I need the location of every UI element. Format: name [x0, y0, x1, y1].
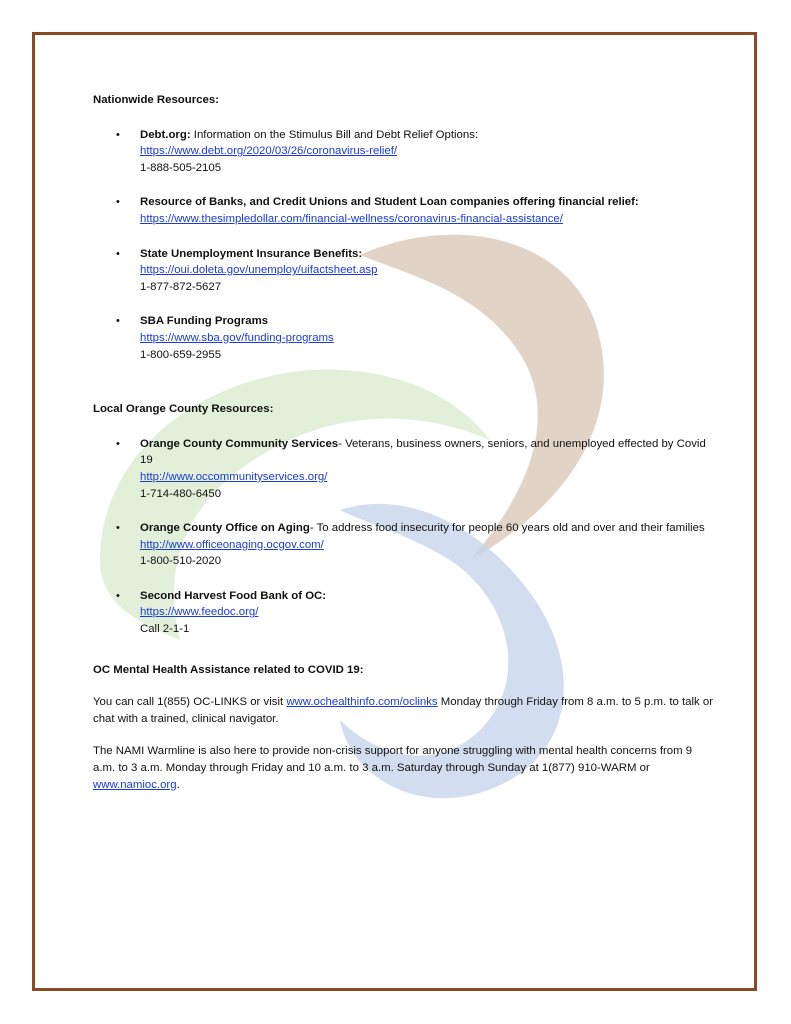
nationwide-list: [93, 127, 713, 364]
paragraph-text: Monday through Friday from 8 a.m. to 5 p.m. to talk or chat with a trained, clinical navigator.: [93, 696, 714, 725]
document-content: [93, 92, 713, 793]
nami-paragraph: [93, 743, 713, 793]
list-item: [93, 246, 713, 296]
paragraph-text: The NAMI Warmline is also here to provide non-crisis support for anyone struggling with mental health concerns from 9 a.m. to 3 a.m. Monday through Friday and 10 a.m. to 3 a.m. Saturday through Sunday at 1(877) 910-WARM or: [93, 745, 693, 775]
list-item: [93, 127, 713, 177]
list-item: [93, 520, 713, 570]
bullet-icon: •: [116, 128, 120, 141]
nationwide-heading: Nationwide Resources:: [93, 94, 219, 106]
resource-phone: 1-800-659-2955: [140, 348, 222, 361]
local-heading: Local Orange County Resources:: [93, 403, 274, 416]
resource-phone: 1-888-505-2105: [140, 161, 222, 174]
mental-health-heading: OC Mental Health Assistance related to COVID 19:: [93, 663, 364, 676]
resource-link[interactable]: https://www.feedoc.org/: [140, 606, 259, 619]
resource-link[interactable]: https://www.thesimpledollar.com/financial-wellness/coronavirus-financial-assistance/: [140, 212, 563, 225]
oclinks-paragraph: [93, 694, 713, 727]
resource-title: Orange County Office on Aging: [140, 522, 310, 535]
spacer: [93, 363, 713, 401]
resource-desc: Information on the Stimulus Bill and Debt Relief Options:: [190, 128, 479, 141]
paragraph-text: .: [176, 778, 180, 791]
resource-link[interactable]: http://www.officeonaging.ocgov.com/: [140, 538, 324, 551]
resource-phone: 1-877-872-5627: [140, 280, 222, 293]
list-item: [93, 588, 713, 638]
spacer: [93, 638, 713, 662]
resource-phone: Call 2-1-1: [140, 623, 190, 636]
resource-title: Orange County Community Services: [140, 437, 339, 450]
list-item: [93, 436, 713, 502]
local-list: [93, 436, 713, 638]
bullet-icon: •: [116, 589, 120, 602]
resource-title: State Unemployment Insurance Benefits:: [140, 247, 363, 260]
resource-desc: - Veterans, business owners, seniors, and unemployed effected by Covid 19: [140, 437, 706, 467]
list-item: [93, 194, 713, 227]
namioc-link[interactable]: www.namioc.org: [93, 778, 177, 791]
bullet-icon: •: [116, 315, 120, 328]
bullet-icon: •: [116, 196, 120, 209]
resource-phone: 1-714-480-6450: [140, 487, 222, 500]
bullet-icon: •: [116, 522, 120, 535]
resource-title: Resource of Banks, and Credit Unions and Student Loan companies offering financial relief:: [140, 196, 639, 209]
bullet-icon: •: [116, 437, 120, 450]
resource-phone: 1-800-510-2020: [140, 555, 222, 568]
resource-title: Debt.org:: [140, 128, 191, 141]
resource-link[interactable]: https://www.debt.org/2020/03/26/coronavirus-relief/: [140, 145, 398, 158]
resource-title: Second Harvest Food Bank of OC:: [140, 589, 327, 602]
resource-desc: - To address food insecurity for people 60 years old and over and their families: [309, 522, 705, 535]
resource-link[interactable]: http://www.occommunityservices.org/: [140, 470, 328, 483]
resource-title: SBA Funding Programs: [140, 315, 269, 328]
paragraph-text: You can call 1(855) OC-LINKS or visit: [93, 696, 287, 709]
bullet-icon: •: [116, 247, 120, 260]
resource-link[interactable]: https://www.sba.gov/funding-programs: [140, 331, 334, 344]
list-item: [93, 313, 713, 363]
oclinks-link[interactable]: www.ochealthinfo.com/oclinks: [286, 696, 438, 709]
resource-link[interactable]: https://oui.doleta.gov/unemploy/uifactsheet.asp: [140, 264, 378, 277]
